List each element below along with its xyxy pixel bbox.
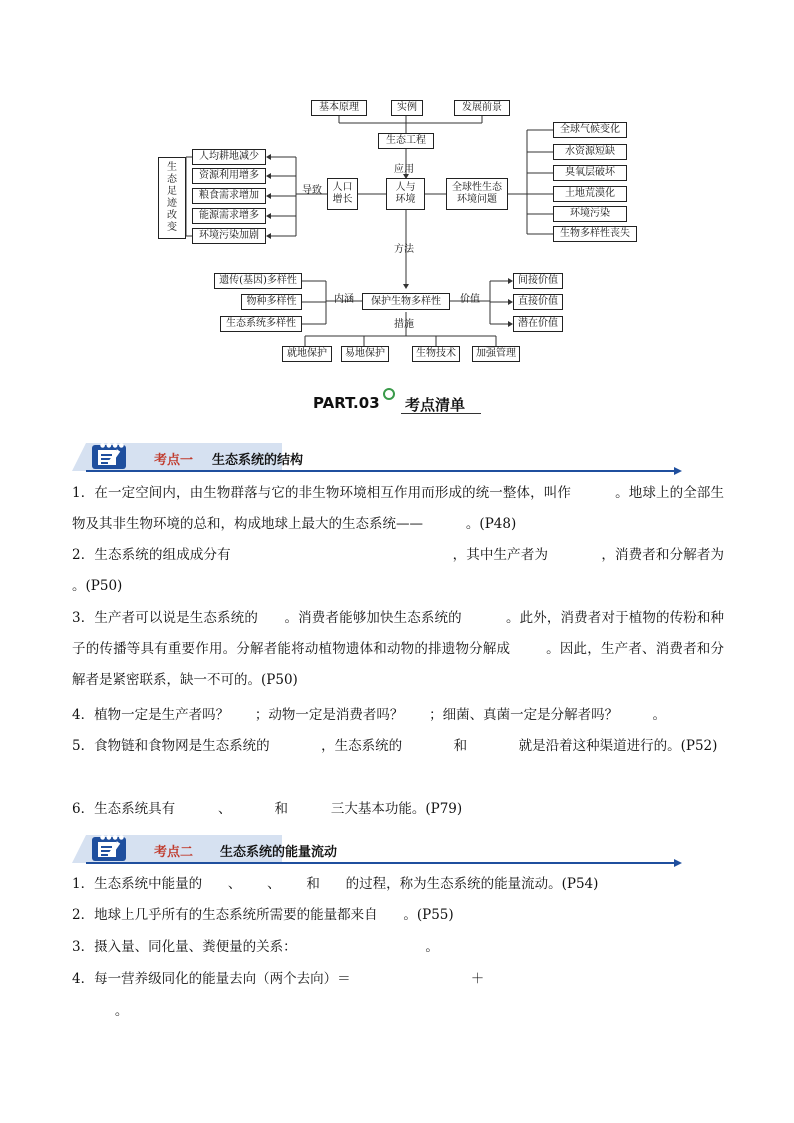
section-title: 生态系统的结构 xyxy=(212,453,304,468)
blank xyxy=(724,547,767,563)
blank xyxy=(351,971,471,987)
paragraph-3 xyxy=(72,603,724,696)
diagram-box-right-0: 全球气候变化 xyxy=(553,122,627,138)
section-header-2 xyxy=(72,835,682,865)
arrow-icon xyxy=(674,859,682,867)
text: ，消费者和分解者为 xyxy=(601,547,725,563)
diagram-box-ex-situ: 易地保护 xyxy=(341,346,389,362)
diagram-box-direct-value: 直接价值 xyxy=(513,294,563,310)
text: 、 xyxy=(227,876,242,892)
diagram-box-in-situ: 就地保护 xyxy=(282,346,332,362)
text: 。 xyxy=(425,939,439,955)
blank xyxy=(467,738,519,754)
diagram-box-example: 实例 xyxy=(391,100,423,116)
text: ；细菌、真菌一定是分解者吗？ xyxy=(429,707,619,723)
diagram-box-basic-principle: 基本原理 xyxy=(311,100,367,116)
text: 三大基本功能。(P79) xyxy=(330,801,463,817)
circle-icon xyxy=(383,388,395,400)
blank xyxy=(229,707,255,723)
diagram-box-eco-footprint xyxy=(158,157,186,239)
text: 4．每一营养级同化的能量去向（两个去向）＝ xyxy=(72,971,351,987)
diagram-text: 增长 xyxy=(332,194,353,205)
diagram-box-right-5: 生物多样性丧失 xyxy=(553,226,637,242)
diagram-box-left-2: 粮食需求增加 xyxy=(192,188,266,204)
blank xyxy=(175,801,218,817)
diagram-text: 改 xyxy=(167,210,177,221)
diagram-label-value: 价值 xyxy=(460,294,480,305)
diagram-box-right-2: 臭氧层破坏 xyxy=(553,165,627,181)
diagram-box-potential-value: 潜在价值 xyxy=(513,316,563,332)
blank xyxy=(571,485,615,501)
text: 、 xyxy=(218,801,232,817)
text: 。 xyxy=(114,1003,129,1019)
text: ，生态系统的 xyxy=(321,738,403,754)
diagram-label-connotation: 内涵 xyxy=(334,294,354,305)
paragraph-q3 xyxy=(72,932,724,963)
blank xyxy=(618,707,652,723)
diagram-box-population-growth xyxy=(327,178,358,210)
text: 3．摄入量、同化量、粪便量的关系： xyxy=(72,939,297,955)
blank xyxy=(378,907,404,923)
text: ＋ xyxy=(470,971,485,987)
diagram-box-left-0: 人均耕地减少 xyxy=(192,149,266,165)
section-rule xyxy=(86,862,676,864)
diagram-text: 人口 xyxy=(332,182,353,193)
diagram-label-measures: 措施 xyxy=(394,319,414,330)
diagram-text: 态 xyxy=(167,174,177,185)
blank xyxy=(548,547,601,563)
text: 。(P55) xyxy=(403,907,454,923)
blank xyxy=(403,707,429,723)
text: 就是沿着这种渠道进行的。(P52) xyxy=(518,738,718,754)
text: 和 xyxy=(306,876,320,892)
blank xyxy=(258,610,285,626)
diagram-box-species-diversity: 物种多样性 xyxy=(241,294,302,310)
blank xyxy=(320,876,346,892)
notebook-pen-icon: ●●●● xyxy=(92,837,126,861)
text: 1．生态系统中能量的 xyxy=(72,876,203,892)
diagram-box-left-1: 资源利用增多 xyxy=(192,168,266,184)
diagram-text: 足 xyxy=(167,186,177,197)
paragraph-q4-continued xyxy=(72,996,724,1027)
diagram-box-biotech: 生物技术 xyxy=(412,346,460,362)
blank xyxy=(72,1003,115,1019)
diagram-text: 生 xyxy=(167,162,177,173)
blank xyxy=(402,738,454,754)
text: 、 xyxy=(267,876,281,892)
paragraph-1 xyxy=(72,478,724,540)
diagram-label-apply: 应用 xyxy=(394,164,414,175)
diagram-text: 全球性生态 xyxy=(452,182,502,193)
section-kaodian: 考点二 xyxy=(154,845,194,860)
text: 5．食物链和食物网是生态系统的 xyxy=(72,738,270,754)
diagram-box-genetic-diversity: 遗传(基因)多样性 xyxy=(214,273,302,289)
blank xyxy=(510,641,546,657)
diagram-text: 环境 xyxy=(395,194,416,205)
paragraph-2 xyxy=(72,540,724,602)
blank xyxy=(202,876,228,892)
text: 。地球上的全部生物及其非生物环境的总和，构成地球上最大的生态系统—— xyxy=(72,485,724,532)
blank xyxy=(281,876,307,892)
diagram-box-left-3: 能源需求增多 xyxy=(192,208,266,224)
arrow-icon xyxy=(674,467,682,475)
blank xyxy=(232,801,275,817)
text: ；动物一定是消费者吗？ xyxy=(254,707,404,723)
paragraph-6 xyxy=(72,794,724,825)
text: 2．地球上几乎所有的生态系统所需要的能量都来自 xyxy=(72,907,378,923)
text: ，其中生产者为 xyxy=(452,547,549,563)
diagram-box-indirect-value: 间接价值 xyxy=(513,273,563,289)
blank xyxy=(231,547,453,563)
paragraph-5 xyxy=(72,731,724,762)
diagram-text: 迹 xyxy=(167,198,177,209)
text: 。消费者能够加快生态系统的 xyxy=(284,610,462,626)
diagram-box-left-4: 环境污染加剧 xyxy=(192,228,266,244)
diagram-box-right-1: 水资源短缺 xyxy=(553,144,627,160)
diagram-box-management: 加强管理 xyxy=(472,346,520,362)
text: 。(P48) xyxy=(465,516,517,532)
text: 。此外，消费者对于植物的传粉和种子的传播等具有重要作用。分解者能将动植物遗体和动物的排遗物分解成 xyxy=(72,610,725,657)
diagram-text: 人与 xyxy=(395,182,416,193)
diagram-text: 环境问题 xyxy=(457,194,497,205)
text: 1．在一定空间内，由生物群落与它的非生物环境相互作用而形成的统一整体，叫作 xyxy=(72,485,572,501)
paragraph-q4 xyxy=(72,964,724,995)
section-kaodian: 考点一 xyxy=(154,453,194,468)
paragraph-q2 xyxy=(72,900,724,931)
blank xyxy=(423,516,466,532)
text: 4．植物一定是生产者吗？ xyxy=(72,707,230,723)
text: 。 xyxy=(652,707,666,723)
text: 的过程，称为生态系统的能量流动。(P54) xyxy=(345,876,599,892)
diagram-text: 变 xyxy=(167,222,177,233)
text: 6．生态系统具有 xyxy=(72,801,176,817)
diagram-label-lead: 导致 xyxy=(302,185,322,196)
text: 和 xyxy=(453,738,468,754)
paragraph-4 xyxy=(72,700,724,731)
diagram-box-protect-biodiversity: 保护生物多样性 xyxy=(362,293,450,310)
diagram-box-right-3: 土地荒漠化 xyxy=(553,186,627,202)
diagram-label-method: 方法 xyxy=(394,244,414,255)
part-title: 考点清单 xyxy=(405,396,466,414)
diagram-box-prospects: 发展前景 xyxy=(454,100,510,116)
part-underline xyxy=(401,413,481,414)
part-header xyxy=(313,388,493,418)
text: 。(P50) xyxy=(72,578,123,594)
text: 。因此，生产者、消费者和分解者是紧密联系，缺一不可的。(P50) xyxy=(72,641,724,688)
text: 和 xyxy=(274,801,288,817)
blank xyxy=(297,939,426,955)
paragraph-q1 xyxy=(72,869,724,900)
part-code: PART.03 xyxy=(313,394,380,412)
diagram-box-ecosystem-diversity: 生态系统多样性 xyxy=(220,316,302,332)
section-header-1 xyxy=(72,443,682,473)
blank xyxy=(270,738,322,754)
diagram-box-right-4: 环境污染 xyxy=(553,206,627,222)
notebook-pen-icon: ●●●● xyxy=(92,445,126,469)
section-title: 生态系统的能量流动 xyxy=(220,845,338,860)
diagram-box-eco-engineering: 生态工程 xyxy=(378,133,434,149)
blank xyxy=(288,801,331,817)
blank xyxy=(241,876,267,892)
diagram-box-global-issues xyxy=(446,178,508,210)
blank xyxy=(462,610,506,626)
diagram-box-human-environment xyxy=(386,178,425,210)
text: 3．生产者可以说是生态系统的 xyxy=(72,610,258,626)
section-rule xyxy=(86,470,676,472)
text: 2．生态系统的组成成分有 xyxy=(72,547,231,563)
